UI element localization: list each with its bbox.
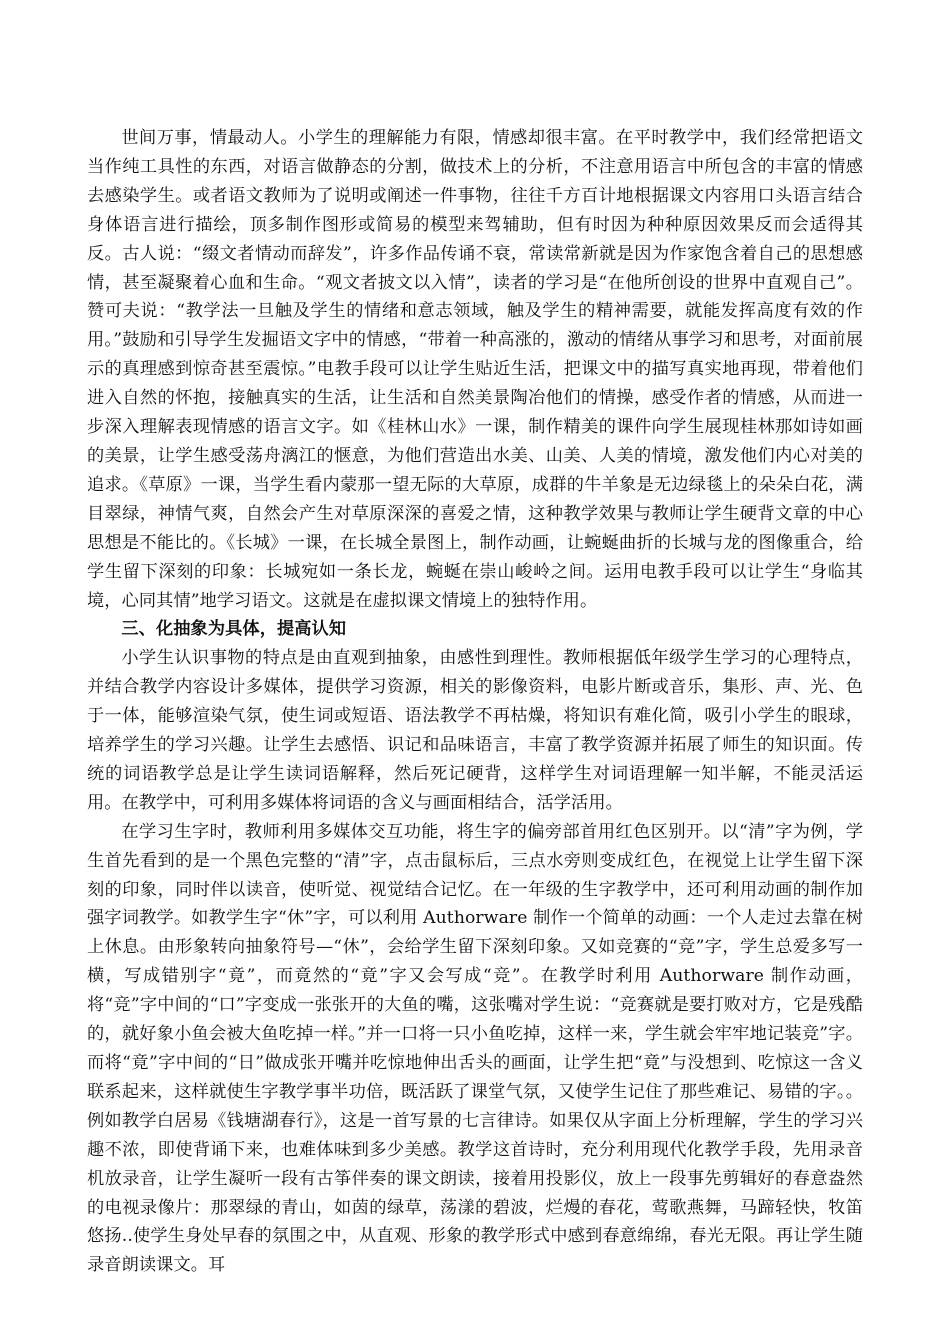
paragraph-abstract-to-concrete: 小学生认识事物的特点是由直观到抽象，由感性到理性。教师根据低年级学生学习的心理特点，并结合教学内容设计多媒体，提供学习资源，相关的影像资料，电影片断或音乐，集形、声、光、色于一体，能够渲染气氛，使生词或短语、语法教学不再枯燥，将知识有难化简，吸引小学生的眼球，培养学生的学习兴趣。让学生去感悟、识记和品味语言，丰富了教学资源并拓展了师生的知识面。传统的词语教学总是让学生读词语解释，然后死记硬背，这样学生对词语理解一知半解，不能灵活运用。在教学中，可利用多媒体将词语的含义与画面相结合，活学活用。 (87, 648, 863, 813)
section-heading-3: 三、化抽象为具体，提高认知 (121, 619, 347, 640)
document-page (87, 124, 863, 1280)
paragraph-character-learning: 在学习生字时，教师利用多媒体交互功能，将生字的偏旁部首用红色区别开。以“清”字为例，学生首先看到的是一个黑色完整的“清”字，点击鼠标后，三点水旁则变成红色，在视觉上让学生留下深刻的印象，同时伴以读音，使听觉、视觉结合记忆。在一年级的生字教学中，还可利用动画的制作加强字词教学。如教学生字“休”字，可以利用 Authorware 制作一个简单的动画：一个人走过去靠在树上休息。由形象转向抽象符号—“休”，会给学生留下深刻印象。又如竞赛的“竞”字，学生总爱多写一横，写成错别字“竟”，而竟然的“竟”字又会写成“竞”。在教学时利用 Authorware 制作动画，将“竞”字中间的“口”字变成一张张开的大鱼的嘴，这张嘴对学生说：“竞赛就是要打败对方，它是残酷的，就好象小鱼会被大鱼吃掉一样。”并一口将一只小鱼吃掉，这样一来，学生就会牢牢地记装竞”字。而将“竟”字中间的“日”做成张开嘴并吃惊地伸出舌头的画面，让学生把“竟”与没想到、吃惊这一含义联系起来，这样就使生字教学事半功倍，既活跃了课堂气氛，又使学生记住了那些难记、易错的字。。例如教学白居易《钱塘湖春行》，这是一首写景的七言律诗。如果仅从字面上分析理解，学生的学习兴趣不浓，即使背诵下来，也难体味到多少美感。教学这首诗时，充分利用现代化教学手段，先用录音机放录音，让学生凝听一段有古筝伴奏的课文朗读，接着用投影仪，放上一段事先剪辑好的春意盎然的电视录像片：那翠绿的青山，如茵的绿草，荡漾的碧波，烂熳的春花，莺歌燕舞，马蹄轻快，牧笛悠扬..使学生身处早春的氛围之中，从直观、形象的教学形式中感到春意绵绵，春光无限。再让学生随录音朗读课文。耳 (87, 821, 863, 1276)
paragraph-emotion: 世间万事，情最动人。小学生的理解能力有限，情感却很丰富。在平时教学中，我们经常把语文当作纯工具性的东西，对语言做静态的分割，做技术上的分析，不注意用语言中所包含的丰富的情感去感染学生。或者语文教师为了说明或阐述一件事物，往往千方百计地根据课文内容用口头语言结合身体语言进行描绘，顶多制作图形或简易的模型来驾辅助，但有时因为种种原因效果反而会适得其反。古人说：“缀文者情动而辞发”，许多作品传诵不衰，常读常新就是因为作家饱含着自己的思想感情，甚至凝聚着心血和生命。“观文者披文以入情”，读者的学习是“在他所创设的世界中直观自己”。赞可夫说：“教学法一旦触及学生的情绪和意志领域，触及学生的精神需要，就能发挥高度有效的作用。”鼓励和引导学生发掘语文字中的情感，“带着一种高涨的，激动的情绪从事学习和思考，对面前展示的真理感到惊奇甚至震惊。”电教手段可以让学生贴近生活，把课文中的描写真实地再现，带着他们进入自然的怀抱，接触真实的生活，让生活和自然美景陶冶他们的情操，感受作者的情感，从而进一步深入理解表现情感的语言文字。如《桂林山水》一课，制作精美的课件向学生展现桂林那如诗如画的美景，让学生感受荡舟漓江的惬意，为他们营造出水美、山美、人美的情境，激发他们内心对美的追求。《草原》一课，当学生看内蒙那一望无际的大草原，成群的牛羊象是无边绿毯上的朵朵白花，满目翠绿，神情气爽，自然会产生对草原深深的喜爱之情，这种教学效果与教师让学生硬背文章的中心思想是不能比的。《长城》一课，在长城全景图上，制作动画，让蜿蜒曲折的长城与龙的图像重合，给学生留下深刻的印象：长城宛如一条长龙，蜿蜒在崇山峻岭之间。运用电教手段可以让学生“身临其境，心同其情”地学习语文。这就是在虚拟课文情境上的独特作用。 (87, 128, 863, 611)
